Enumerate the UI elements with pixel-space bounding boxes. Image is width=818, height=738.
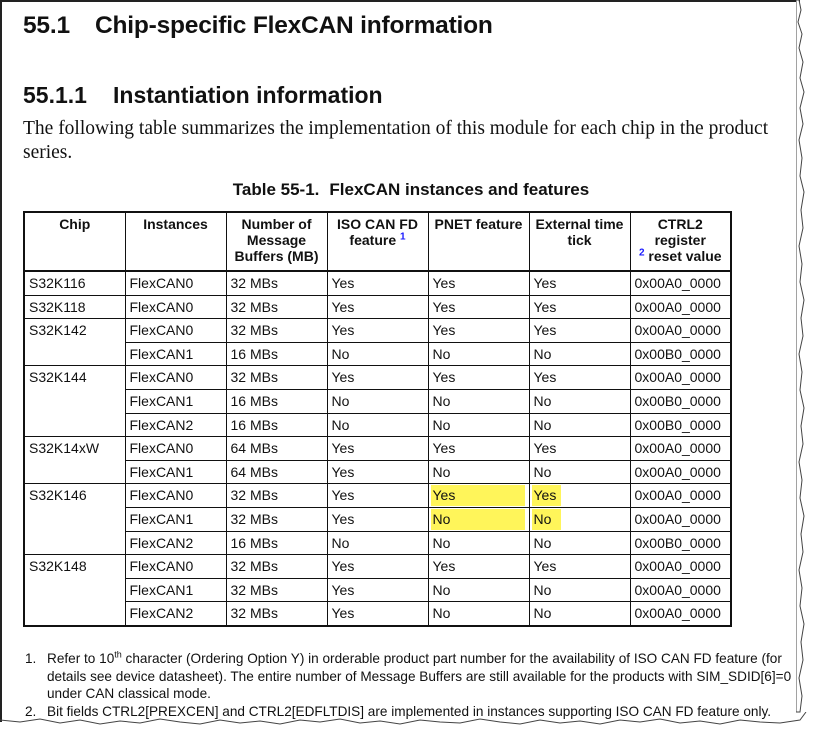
cell-instance: FlexCAN1 <box>125 342 226 366</box>
cell-ctrl2-reset: 0x00B0_0000 <box>630 389 731 413</box>
cell-chip: S32K116 <box>24 271 125 295</box>
cell-pnet: No <box>428 389 529 413</box>
table-row <box>24 578 731 602</box>
cell-message-buffers: 16 MBs <box>226 389 327 413</box>
cell-external-time-tick: Yes <box>529 271 630 295</box>
cell-ctrl2-reset: 0x00A0_0000 <box>630 602 731 626</box>
cell-ctrl2-reset: 0x00A0_0000 <box>630 366 731 390</box>
table-caption-title: FlexCAN instances and features <box>329 180 590 199</box>
header-ctrl2-reset: CTRL2 register $^2$ reset value <box>630 212 731 271</box>
cell-pnet: Yes <box>428 319 529 343</box>
highlighted-value: Yes <box>532 485 561 506</box>
cell-message-buffers: 16 MBs <box>226 342 327 366</box>
cell-pnet: Yes <box>428 366 529 390</box>
cell-iso-can-fd: Yes <box>327 602 428 626</box>
footnote-ref-1[interactable]: 1 <box>400 231 406 243</box>
cell-ctrl2-reset: 0x00A0_0000 <box>630 319 731 343</box>
cell-instance: FlexCAN2 <box>125 531 226 555</box>
cell-iso-can-fd: Yes <box>327 319 428 343</box>
cell-external-time-tick: Yes <box>529 555 630 579</box>
cell-instance: FlexCAN0 <box>125 555 226 579</box>
torn-edge-bottom <box>0 712 818 738</box>
cell-instance: FlexCAN0 <box>125 295 226 319</box>
header-message-buffers: Number of Message Buffers (MB) <box>226 212 327 271</box>
cell-message-buffers: 32 MBs <box>226 295 327 319</box>
table-row <box>24 484 731 508</box>
cell-iso-can-fd: Yes <box>327 437 428 461</box>
table-row <box>24 342 731 366</box>
cell-chip: S32K146 <box>24 484 125 555</box>
highlighted-value: No <box>532 509 561 530</box>
table-row <box>24 389 731 413</box>
cell-instance: FlexCAN1 <box>125 578 226 602</box>
header-pnet: PNET feature <box>428 212 529 271</box>
table-row <box>24 602 731 626</box>
table-header-row <box>24 212 731 271</box>
cell-external-time-tick: No <box>529 342 630 366</box>
cell-message-buffers: 32 MBs <box>226 271 327 295</box>
cell-message-buffers: 32 MBs <box>226 555 327 579</box>
cell-instance: FlexCAN0 <box>125 366 226 390</box>
cell-chip: S32K118 <box>24 295 125 319</box>
cell-iso-can-fd: Yes <box>327 507 428 531</box>
table-row <box>24 437 731 461</box>
header-external-time-tick: External time tick <box>529 212 630 271</box>
cell-instance: FlexCAN0 <box>125 437 226 461</box>
cell-chip: S32K142 <box>24 319 125 366</box>
table-row <box>24 271 731 295</box>
cell-pnet: Yes <box>428 437 529 461</box>
header-iso-can-fd: ISO CAN FD feature $^1$ <box>327 212 428 271</box>
table-body <box>24 271 731 626</box>
section-title: Chip-specific FlexCAN information <box>95 12 493 39</box>
table-row <box>24 555 731 579</box>
subsection-title: Instantiation information <box>113 82 383 108</box>
cell-ctrl2-reset: 0x00A0_0000 <box>630 437 731 461</box>
cell-instance: FlexCAN0 <box>125 484 226 508</box>
cell-pnet: Yes <box>428 555 529 579</box>
cell-iso-can-fd: No <box>327 531 428 555</box>
cell-ctrl2-reset: 0x00A0_0000 <box>630 460 731 484</box>
table-footnotes <box>25 650 795 720</box>
cell-external-time-tick <box>529 507 630 531</box>
cell-pnet: No <box>428 578 529 602</box>
cell-external-time-tick <box>529 484 630 508</box>
highlighted-value: Yes <box>431 485 525 506</box>
torn-edge-right <box>796 0 818 738</box>
table-row <box>24 507 731 531</box>
cell-instance: FlexCAN1 <box>125 507 226 531</box>
cell-message-buffers: 32 MBs <box>226 578 327 602</box>
footnote-ref-2[interactable]: 2 <box>638 247 645 259</box>
cell-chip: S32K14xW <box>24 437 125 484</box>
footnote-index: 2. <box>25 703 37 719</box>
cell-instance: FlexCAN0 <box>125 319 226 343</box>
cell-chip: S32K144 <box>24 366 125 437</box>
cell-iso-can-fd: Yes <box>327 484 428 508</box>
cell-iso-can-fd: Yes <box>327 578 428 602</box>
cell-message-buffers: 32 MBs <box>226 366 327 390</box>
footnote-text: Refer to 10th character (Ordering Option Y) in orderable product part number for the availability of ISO CAN FD feature (for details see device datasheet). The entire number of Message Buffers are still available for the products with SIM_SDID[6]=0 under CAN classical mode. <box>47 649 792 701</box>
cell-pnet: No <box>428 531 529 555</box>
subsection-heading <box>23 82 383 109</box>
cell-message-buffers: 64 MBs <box>226 437 327 461</box>
cell-external-time-tick: Yes <box>529 366 630 390</box>
table-row <box>24 366 731 390</box>
cell-external-time-tick: No <box>529 531 630 555</box>
section-heading <box>23 12 493 40</box>
cell-pnet: No <box>428 413 529 437</box>
header-instances: Instances <box>125 212 226 271</box>
cell-message-buffers: 32 MBs <box>226 507 327 531</box>
cell-external-time-tick: No <box>529 578 630 602</box>
cell-external-time-tick: No <box>529 460 630 484</box>
cell-iso-can-fd: Yes <box>327 271 428 295</box>
subsection-number: 55.1.1 <box>23 82 87 108</box>
cell-instance: FlexCAN2 <box>125 602 226 626</box>
cell-message-buffers: 32 MBs <box>226 602 327 626</box>
footnote-1 <box>25 650 795 703</box>
cell-external-time-tick: No <box>529 413 630 437</box>
cell-ctrl2-reset: 0x00B0_0000 <box>630 342 731 366</box>
cell-pnet: Yes <box>428 295 529 319</box>
cell-ctrl2-reset: 0x00A0_0000 <box>630 578 731 602</box>
cell-external-time-tick: No <box>529 389 630 413</box>
cell-instance: FlexCAN1 <box>125 389 226 413</box>
cell-external-time-tick: Yes <box>529 319 630 343</box>
table-row <box>24 295 731 319</box>
cell-ctrl2-reset: 0x00A0_0000 <box>630 484 731 508</box>
footnote-index: 1. <box>25 651 37 666</box>
intro-paragraph: The following table summarizes the implementation of this module for each chip in the product series. <box>23 118 769 163</box>
table-row <box>24 319 731 343</box>
cell-pnet <box>428 507 529 531</box>
cell-message-buffers: 32 MBs <box>226 319 327 343</box>
cell-pnet: Yes <box>428 271 529 295</box>
cell-iso-can-fd: No <box>327 413 428 437</box>
cell-external-time-tick: Yes <box>529 437 630 461</box>
cell-external-time-tick: No <box>529 602 630 626</box>
cell-ctrl2-reset: 0x00A0_0000 <box>630 295 731 319</box>
footnote-text: Bit fields CTRL2[PREXCEN] and CTRL2[EDFLTDIS] are implemented in instances supporting ISO CAN FD feature only. <box>47 703 772 719</box>
highlighted-value: No <box>431 509 525 530</box>
cell-iso-can-fd: Yes <box>327 366 428 390</box>
cell-pnet <box>428 484 529 508</box>
cell-iso-can-fd: No <box>327 342 428 366</box>
section-number: 55.1 <box>23 12 70 39</box>
cell-message-buffers: 16 MBs <box>226 413 327 437</box>
cell-message-buffers: 64 MBs <box>226 460 327 484</box>
cell-pnet: No <box>428 602 529 626</box>
cell-instance: FlexCAN0 <box>125 271 226 295</box>
table-row <box>24 413 731 437</box>
cell-instance: FlexCAN2 <box>125 413 226 437</box>
cell-pnet: No <box>428 342 529 366</box>
flexcan-instances-table <box>23 211 732 627</box>
cell-ctrl2-reset: 0x00B0_0000 <box>630 413 731 437</box>
cell-ctrl2-reset: 0x00A0_0000 <box>630 555 731 579</box>
cell-external-time-tick: Yes <box>529 295 630 319</box>
cell-iso-can-fd: Yes <box>327 460 428 484</box>
table-row <box>24 531 731 555</box>
header-chip: Chip <box>24 212 125 271</box>
cell-ctrl2-reset: 0x00A0_0000 <box>630 507 731 531</box>
cell-chip: S32K148 <box>24 555 125 626</box>
cell-iso-can-fd: No <box>327 389 428 413</box>
cell-instance: FlexCAN1 <box>125 460 226 484</box>
table-row <box>24 460 731 484</box>
cell-message-buffers: 32 MBs <box>226 484 327 508</box>
cell-iso-can-fd: Yes <box>327 295 428 319</box>
cell-message-buffers: 16 MBs <box>226 531 327 555</box>
cell-pnet: No <box>428 460 529 484</box>
table-caption <box>2 180 818 200</box>
table-caption-number: Table 55-1. <box>232 180 320 199</box>
cell-ctrl2-reset: 0x00B0_0000 <box>630 531 731 555</box>
cell-iso-can-fd: Yes <box>327 555 428 579</box>
cell-ctrl2-reset: 0x00A0_0000 <box>630 271 731 295</box>
